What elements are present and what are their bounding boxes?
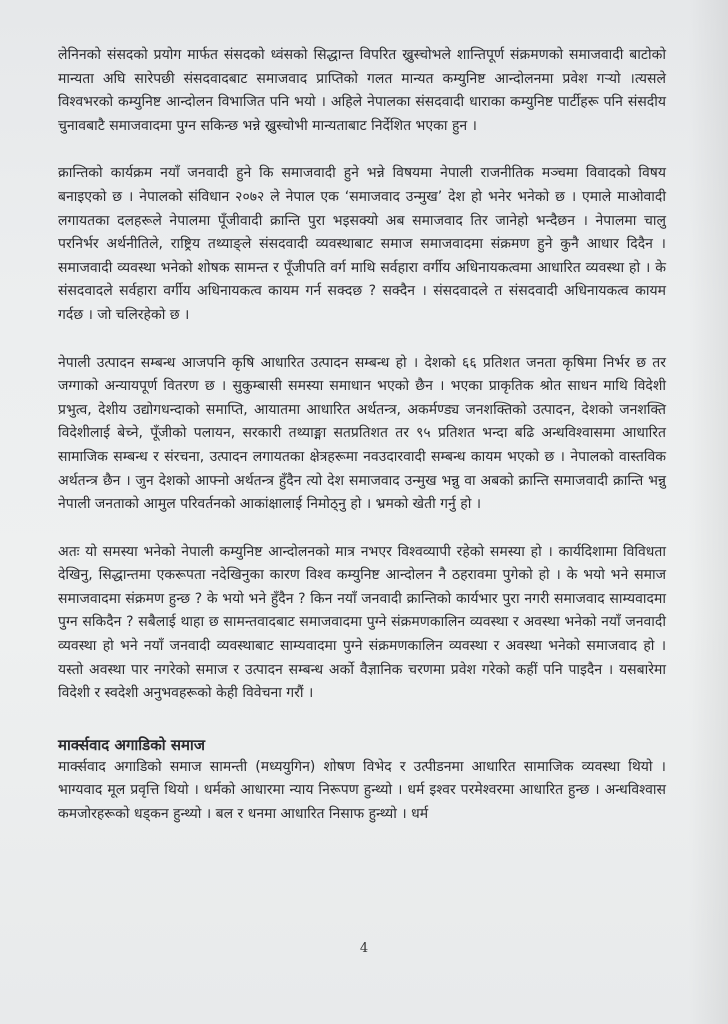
page-content: [58, 44, 666, 827]
page-number: 4: [359, 941, 369, 956]
page-shadow: [688, 0, 728, 1024]
section-heading: मार्क्सवाद अगाडिको समाज: [58, 735, 205, 754]
paragraph-1: लेनिनको संसदको प्रयोग मार्फत संसदको ध्वंसको सिद्धान्त विपरित ख्रुस्चोभले शान्तिपूर्ण संक्रमणको समाजवादी बाटोको मान्यता अघि सारेपछी संसदवादबाट समाजवाद प्राप्तिको गलत मान्यत कम्युनिष्ट आन्दोलनमा प्रवेश गऱ्यो ।त्यसले विश्वभरको कम्युनिष्ट आन्दोलन विभाजित पनि भयो । अहिले नेपालका संसदवादी धाराका कम्युनिष्ट पार्टीहरू पनि संसदीय चुनावबाटै समाजवादमा पुग्न सकिन्छ भन्ने ख्रुस्चोभी मान्यताबाट निर्देशित भएका हुन ।: [58, 47, 666, 134]
paragraph-2: क्रान्तिको कार्यक्रम नयाँ जनवादी हुने कि समाजवादी हुने भन्ने विषयमा नेपाली राजनीतिक मञ्चमा विवादको विषय बनाइएको छ । नेपालको संविधान २०७२ ले नेपाल एक ‘समाजवाद उन्मुख’ देश हो भनेर भनेको छ । एमाले माओवादी लगायतका दलहरूले नेपालमा पूँजीवादी क्रान्ति पुरा भइसक्यो अब समाजवाद तिर जानेहो भन्दैछन । नेपालमा चालु परनिर्भर अर्थनीतिले, राष्ट्रिय तथ्याङ्ले संसदवादी व्यवस्थाबाट समाज समाजवादमा संक्रमण हुने कुनै आधार दिदैन । समाजवादी व्यवस्था भनेको शोषक सामन्त र पूँजीपति वर्ग माथि सर्वहारा वर्गीय अधिनायकत्वमा आधारित व्यवस्था हो । के संसदवादले सर्वहारा वर्गीय अधिनायकत्व कायम गर्न सक्दछ ? सक्दैन । संसदवादले त संसदवादी अधिनायकत्व कायम गर्दछ । जो चलिरहेको छ ।: [58, 165, 666, 323]
paragraph-4: अतः यो समस्या भनेको नेपाली कम्युनिष्ट आन्दोलनको मात्र नभएर विश्वव्यापी रहेको समस्या हो । कार्यदिशामा विविधता देखिनु, सिद्धान्तमा एकरूपता नदेखिनुका कारण विश्व कम्युनिष्ट आन्दोलन नै ठहरावमा पुगेको हो । के भयो भने समाज समाजवादमा संक्रमण हुन्छ ? के भयो भने हुँदैन ? किन नयाँ जनवादी क्रान्तिको कार्यभार पुरा नगरी समाजवाद साम्यवादमा पुग्न सकिदैन ? सबैलाई थाहा छ सामन्तवादबाट समाजवादमा पुग्ने संक्रमणकालिन व्यवस्था र अवस्था भनेको नयाँ जनवादी व्यवस्था हो भने नयाँ जनवादी व्यवस्थाबाट साम्यवादमा पुग्ने संक्रमणकालिन व्यवस्था र अवस्था भनेको समाजवाद हो । यस्तो अवस्था पार नगरेको समाज र उत्पादन सम्बन्ध अर्को वैज्ञानिक चरणमा प्रवेश गरेको कहीं पनि पाइदैन । यसबारेमा विदेशी र स्वदेशी अनुभवहरूको केही विवेचना गरौं ।: [58, 543, 666, 702]
paragraph-3: नेपाली उत्पादन सम्बन्ध आजपनि कृषि आधारित उत्पादन सम्बन्ध हो । देशको ६६ प्रतिशत जनता कृषिमा निर्भर छ तर जग्गाको अन्यायपूर्ण वितरण छ । सुकुम्बासी समस्या समाधान भएको छैन । भएका प्राकृतिक श्रोत साधन माथि विदेशी प्रभुत्व, देशीय उद्योगधन्दाको समाप्ति, आयातमा आधारित अर्थतन्त्र, अकर्मण्ड्य जनशक्तिको उत्पादन, देशको जनशक्ति विदेशीलाई बेच्ने, पूँजीको पलायन, सरकारी तथ्याङ्मा सतप्रतिशत तर ९५ प्रतिशत भन्दा बढि अन्धविश्वासमा आधारित सामाजिक सम्बन्ध र संरचना, उत्पादन लगायतका क्षेत्रहरूमा नवउदारवादी सम्बन्ध कायम भएको छ । नेपालको वास्तविक अर्थतन्त्र छैन । जुन देशको आफ्नो अर्थतन्त्र हुँदैन त्यो देश समाजवाद उन्मुख भन्नु वा अबको क्रान्ति समाजवादी क्रान्ति भन्नु नेपाली जनताको आमुल परिवर्तनको आकांक्षालाई निमोठ्नु हो । भ्रमको खेती गर्नु हो ।: [58, 354, 666, 513]
section-paragraph: मार्क्सवाद अगाडिको समाज सामन्ती (मध्ययुगिन) शोषण विभेद र उत्पीडनमा आधारित सामाजिक व्यवस्था थियो । भाग्यवाद मूल प्रवृत्ति थियो । धर्मको आधारमा न्याय निरूपण हुन्थ्यो । धर्म इश्वर परमेश्वरमा आधारित हुन्छ । अन्धविश्वास कमजोरहरूको धड्कन हुन्थ्यो । बल र धनमा आधारित निसाफ हुन्थ्यो । धर्म: [58, 758, 666, 823]
